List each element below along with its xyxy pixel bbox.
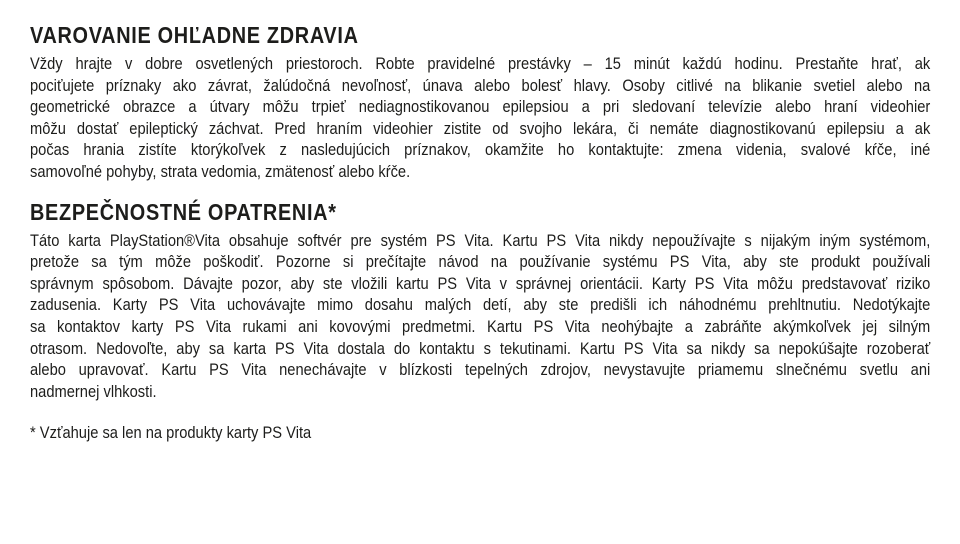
health-warning-heading: VAROVANIE OHĽADNE ZDRAVIA bbox=[30, 22, 359, 48]
safety-precautions-paragraph bbox=[30, 230, 930, 403]
text-line: môžu dostať epileptický záchvat. Pred hraním videohier zistite od svojho lekára, či nemáte diagnostikovanú epilepsiu a ak bbox=[30, 118, 931, 138]
ps-vita-safety-manual-page bbox=[30, 22, 930, 444]
text-line: nadmernej vlhkosti. bbox=[30, 381, 157, 401]
text-line: správnym spôsobom. Dávajte pozor, aby ste vložili kartu PS Vita v správnej orientácii. Karty PS Vita môžu predstavovať riziko bbox=[30, 273, 931, 293]
text-line: sa kontaktov karty PS Vita rukami ani kovovými predmetmi. Kartu PS Vita neohýbajte a zabráňte akýmkoľvek jej silným bbox=[30, 316, 931, 336]
health-warning-paragraph bbox=[30, 53, 930, 183]
safety-precautions-heading: BEZPEČNOSTNÉ OPATRENIA* bbox=[30, 198, 337, 225]
safety-precautions-section bbox=[30, 199, 930, 403]
health-warning-section bbox=[30, 22, 930, 183]
text-line: pretože sa tým môže poškodiť. Pozorne si prečítajte návod na používanie systému PS Vita, aby ste produkt používali bbox=[30, 252, 931, 272]
text-line: Táto karta PlayStation®Vita obsahuje softvér pre systém PS Vita. Kartu PS Vita nikdy nepoužívajte s nijakým iným systémom, bbox=[30, 230, 931, 250]
ps-vita-card-footnote: * Vzťahuje sa len na produkty karty PS Vita bbox=[30, 423, 312, 443]
text-line: alebo upravovať. Kartu PS Vita nenechávajte v blízkosti tepelných zdrojov, nevystavujte priamemu slnečnému svetlu ani bbox=[30, 360, 931, 380]
text-line: Vždy hrajte v dobre osvetlených priestoroch. Robte pravidelné prestávky – 15 minút každú hodinu. Prestaňte hrať, ak bbox=[30, 54, 931, 73]
text-line: počas hrania zistíte ktorýkoľvek z nasledujúcich príznakov, okamžite ho kontaktujte: zmena videnia, svalové kŕče, iné bbox=[30, 140, 931, 160]
text-line: geometrické obrazce a útvary môžu trpieť nediagnostikovanou epilepsiou a pri sledovaní televízie alebo hraní videohier bbox=[30, 97, 931, 117]
text-line: samovoľné pohyby, strata vedomia, zmätenosť alebo kŕče. bbox=[30, 161, 411, 181]
text-line: pociťujete príznaky ako závrat, žalúdočná nevoľnosť, únava alebo bolesť hlavy. Osoby citlivé na blikanie svetiel alebo na bbox=[30, 75, 931, 95]
text-line: zadusenia. Karty PS Vita uchovávajte mimo dosahu malých detí, aby ste predišli ich náhodnému prehltnutiu. Nedotýkajte bbox=[30, 295, 931, 315]
text-line: otrasom. Nedovoľte, aby sa karta PS Vita dostala do kontaktu s tekutinami. Kartu PS Vita sa nikdy sa nepokúšajte rozoberať bbox=[30, 338, 931, 358]
